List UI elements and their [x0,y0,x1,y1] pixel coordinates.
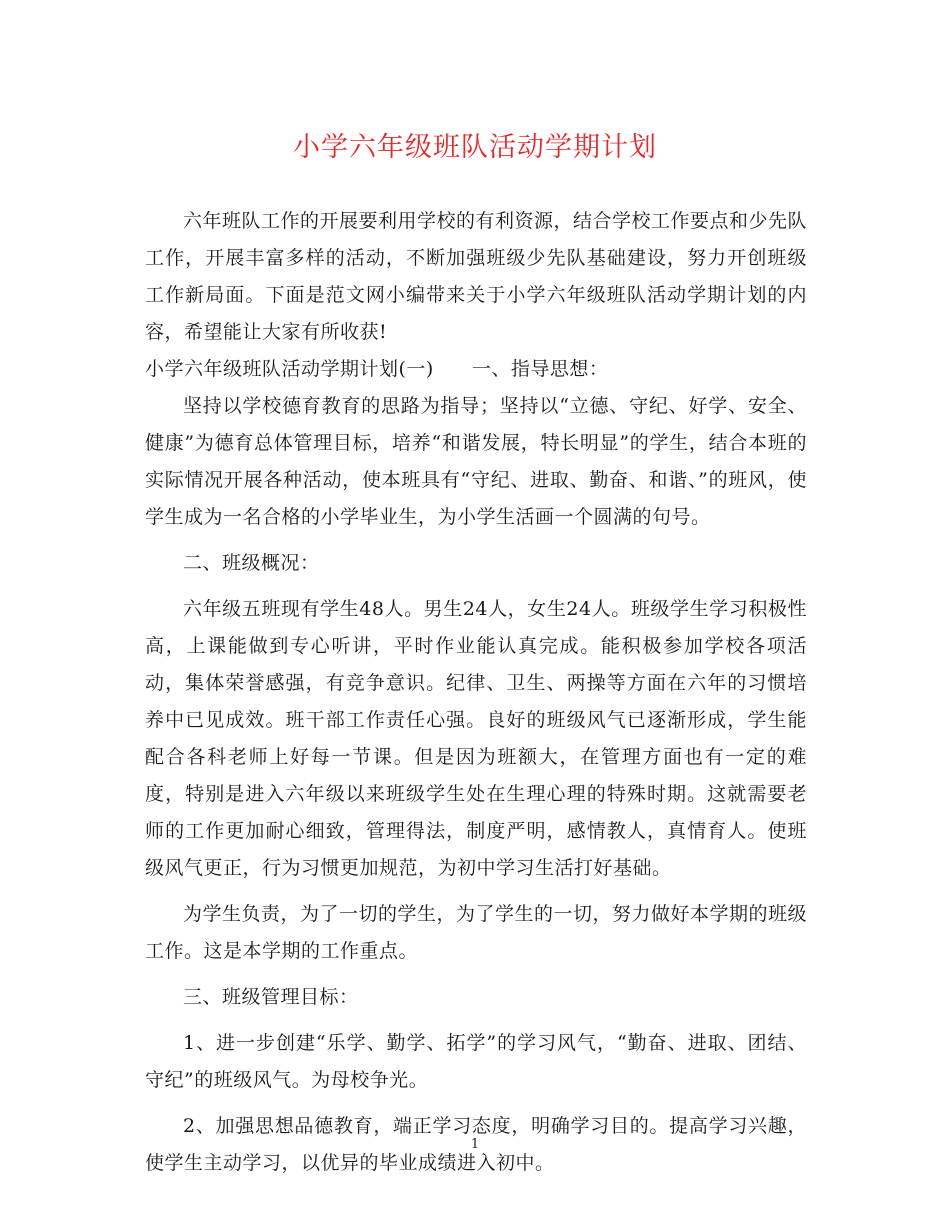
section3-heading: 三、班级管理目标： [183,986,359,1008]
page-number: 1 [470,1137,480,1152]
section2-paragraph: 六年级五班现有学生48人。男生24人，女生24人。班级学生学习积极性高，上课能做到专心听讲，平时作业能认真完成。能积极参加学校各项活动，集体荣誉感强，有竞争意识。纪律、卫生、两操等方面在六年的习惯培养中已见成效。班干部工作责任心强。良好的班级风气已逐渐形成，学生能配合各科老师上好每一节课。但是因为班额大，在管理方面也有一定的难度，特别是进入六年级以来班级学生处在生理心理的特殊时期。这就需要老师的工作更加耐心细致，管理得法，制度严明，感情教人，真情育人。使班级风气更正，行为习惯更加规范，为初中学习生活打好基础。 [145,598,807,879]
section2-paragraph-2: 为学生负责，为了一切的学生，为了学生的一切，努力做好本学期的班级工作。这是本学期的工作重点。 [145,903,808,962]
section1-heading: 一、指导思想： [471,358,609,380]
document-title: 小学六年级班队活动学期计划 [293,132,657,163]
section2-heading: 二、班级概况： [183,552,320,574]
plan-label: 小学六年级班队活动学期计划(一) [145,358,434,380]
goal-2-paragraph: 2、加强思想品德教育，端正学习态度，明确学习目的。提高学习兴趣，使学生主动学习，以优异的毕业成绩进入初中。 [145,1115,807,1174]
intro-paragraph: 六年班队工作的开展要利用学校的有利资源，结合学校工作要点和少先队工作，开展丰富多样的活动，不断加强班级少先队基础建设，努力开创班级工作新局面。下面是范文网小编带来关于小学六年级班队活动学期计划的内容，希望能让大家有所收获! [145,210,808,343]
section1-paragraph: 坚持以学校德育教育的思路为指导；坚持以“立德、守纪、好学、安全、健康”为德育总体管理目标，培养“和谐发展，特长明显”的学生，结合本班的实际情况开展各种活动，使本班具有“守纪、进取、勤奋、和谐、”的班风，使学生成为一名合格的小学毕业生，为小学生活画一个圆满的句号。 [145,395,807,528]
goal-1-paragraph: 1、进一步创建“乐学、勤学、拓学”的学习风气，“勤奋、进取、团结、守纪”的班级风气。为母校争光。 [145,1032,807,1091]
document-body [145,203,807,1182]
plan-heading-line [145,351,807,388]
